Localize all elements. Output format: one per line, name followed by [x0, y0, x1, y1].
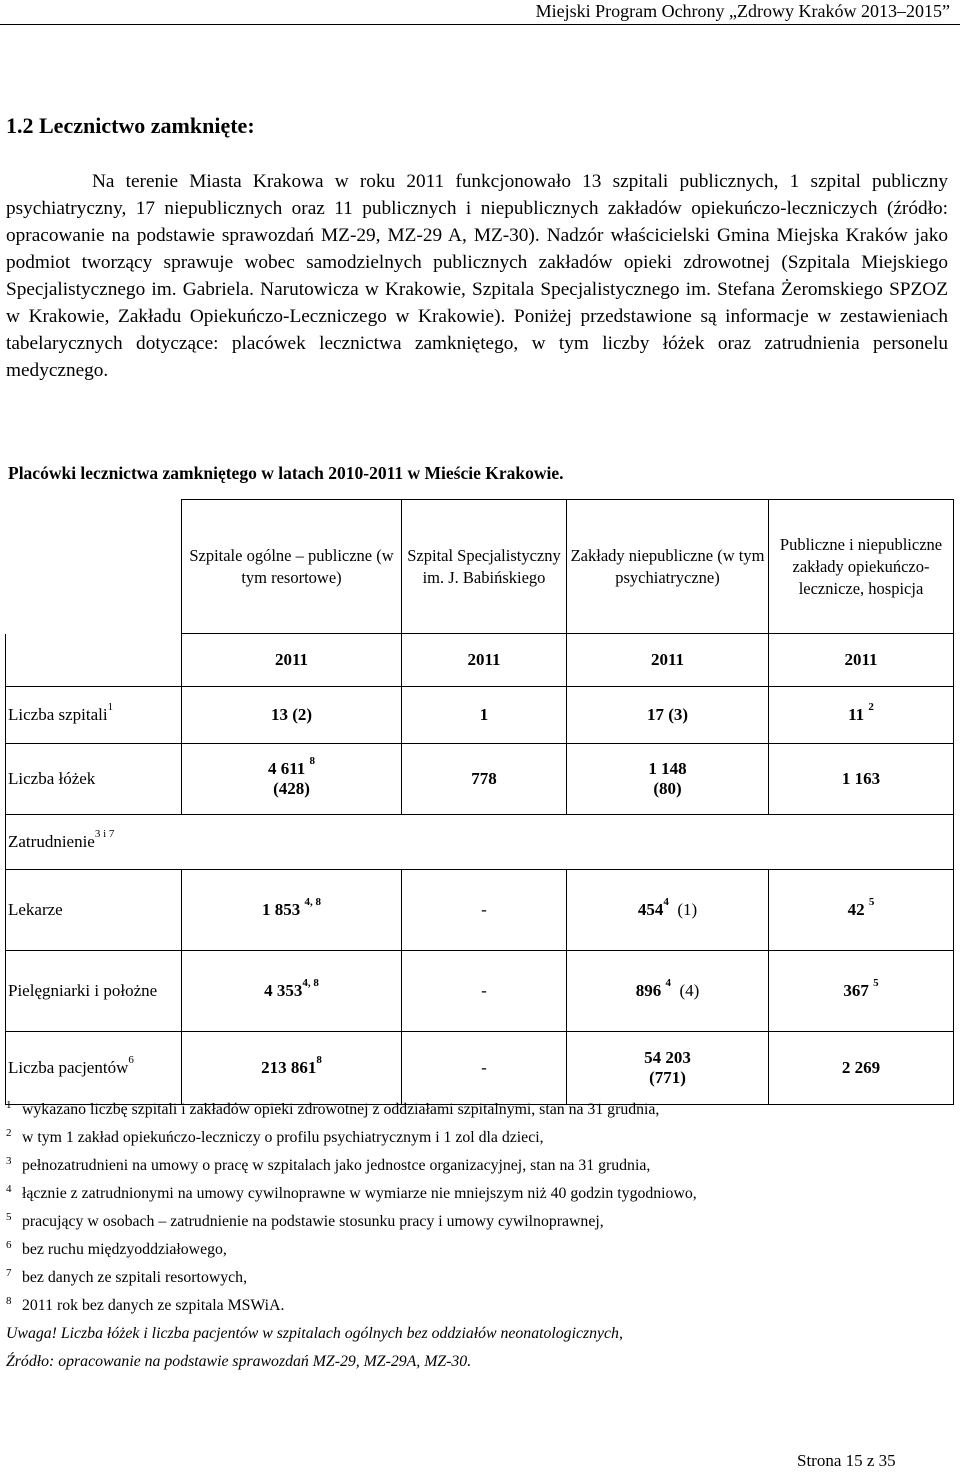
employment-empty-cell: [769, 815, 954, 870]
cell-doctors-general: 1 853 $^{4, 8}$: [182, 870, 402, 951]
footnote: 3 pełnozatrudnieni na umowy o pracę w szpitalach jako jednostce organizacyjnej, stan na 31 grudnia,: [6, 1155, 651, 1174]
table-row-hospitals: [6, 687, 954, 744]
cell-nurses-babinski: -: [402, 951, 567, 1032]
body-paragraph-text: Na terenie Miasta Krakowa w roku 2011 funkcjonowało 13 szpitali publicznych, 1 szpital publiczny psychiatryczny, 17 niepublicznych oraz 11 publicznych i niepublicznych zakładów opiekuńczo-leczniczych (źródło: opracowanie na podstawie sprawozdań MZ-29, MZ-29 A, MZ-30). Nadzór właścicielski Gmina Miejska Kraków jako podmiot tworzący sprawuje wobec samodzielnych publicznych zakładów opieki zdrowotnej (Szpitala Miejskiego Specjalistycznego im. Gabriela. Narutowicza w Krakowie, Szpitala Specjalistycznego im. Stefana Żeromskiego SPZOZ w Krakowie, Zakładu Opiekuńczo-Leczniczego w Krakowie). Poniżej przedstawione są informacje w zestawieniach tabelarycznych dotyczące: placówek lecznictwa zamkniętego, w tym liczby łóżek oraz zatrudnienia personelu medycznego.: [6, 171, 948, 381]
cell-doctors-nonpublic: $454^4$ (1): [567, 870, 769, 951]
year-empty-cell: [6, 634, 182, 687]
cell-nurses-general: 4 353$^{4, 8}$: [182, 951, 402, 1032]
row-label-hospitals: Liczba szpitali$^1$: [6, 687, 182, 744]
year-cell: 2011: [567, 634, 769, 687]
table-title: Placówki lecznictwa zamkniętego w latach 2010-2011 w Mieście Krakowie.: [8, 463, 564, 483]
footnote: 5 pracujący w osobach – zatrudnienie na podstawie stosunku pracy i umowy cywilnoprawnej,: [6, 1211, 604, 1230]
col-header-general-hospitals: Szpitale ogólne – publiczne (w tym resortowe): [182, 500, 402, 634]
row-label-nurses: Pielęgniarki i położne: [6, 951, 182, 1032]
footnote: 2 w tym 1 zakład opiekuńczo-leczniczy o profilu psychiatrycznym i 1 zol dla dzieci,: [6, 1127, 544, 1146]
cell-nurses-nonpublic: 896 $^4$ (4): [567, 951, 769, 1032]
cell-hospitals-care: 11 $^2$: [769, 687, 954, 744]
cell-hospitals-general: 13 (2): [182, 687, 402, 744]
footnote: 6 bez ruchu międzyoddziałowego,: [6, 1239, 227, 1258]
cell-nurses-care: 367 $^5$: [769, 951, 954, 1032]
footnote: 4 łącznie z zatrudnionymi na umowy cywilnoprawne w wymiarze nie mniejszym niż 40 godzin tygodniowo,: [6, 1183, 697, 1202]
footnote: 7 bez danych ze szpitali resortowych,: [6, 1267, 248, 1286]
year-cell: 2011: [769, 634, 954, 687]
cell-beds-care: 1 163: [769, 744, 954, 815]
body-paragraph: [6, 168, 948, 384]
cell-doctors-care: 42 $^5$: [769, 870, 954, 951]
header-empty-cell: [6, 500, 182, 634]
page-number: Strona 15 z 35: [797, 1451, 896, 1470]
source-text: Źródło: opracowanie na podstawie sprawozdań MZ-29, MZ-29A, MZ-30.: [6, 1353, 472, 1370]
table-row-beds: [6, 744, 954, 815]
cell-beds-general: 4 611 $^8$ (428): [182, 744, 402, 815]
footnote: 8 2011 rok bez danych ze szpitala MSWiA.: [6, 1295, 285, 1314]
cell-patients-care: 2 269: [769, 1032, 954, 1105]
cell-beds-babinski: 778: [402, 744, 567, 815]
table-row-employment: [6, 815, 954, 870]
employment-empty-cell: [182, 815, 402, 870]
row-label-employment: Zatrudnienie$^{3 i 7}$: [6, 815, 182, 870]
employment-empty-cell: [402, 815, 567, 870]
year-cell: 2011: [182, 634, 402, 687]
table-row-nurses: [6, 951, 954, 1032]
footnotes: [6, 1096, 946, 1376]
cell-hospitals-babinski: 1: [402, 687, 567, 744]
table-row-doctors: [6, 870, 954, 951]
cell-beds-nonpublic: 1 148 (80): [567, 744, 769, 815]
row-label-patients: Liczba pacjentów$^6$: [6, 1032, 182, 1105]
cell-patients-babinski: -: [402, 1032, 567, 1105]
row-label-beds: Liczba łóżek: [6, 744, 182, 815]
header-title: Miejski Program Ochrony „Zdrowy Kraków 2013–2015”: [535, 1, 950, 21]
cell-patients-nonpublic: 54 203 (771): [567, 1032, 769, 1105]
year-row: [6, 634, 954, 687]
year-cell: 2011: [402, 634, 567, 687]
section-title: 1.2 Lecznictwo zamknięte:: [6, 113, 255, 138]
col-header-nonpublic: Zakłady niepubliczne (w tym psychiatryczne): [567, 500, 769, 634]
table-header-row: [6, 500, 954, 634]
cell-patients-general: 213 $861^8$: [182, 1032, 402, 1105]
cell-hospitals-nonpublic: 17 (3): [567, 687, 769, 744]
note-text: Uwaga! Liczba łóżek i liczba pacjentów w szpitalach ogólnych bez oddziałów neonatologicznych,: [6, 1325, 623, 1342]
row-label-doctors: Lekarze: [6, 870, 182, 951]
table-row-patients: [6, 1032, 954, 1105]
col-header-care-facilities: Publiczne i niepubliczne zakłady opiekuńczo-lecznicze, hospicja: [769, 500, 954, 634]
cell-doctors-babinski: -: [402, 870, 567, 951]
col-header-babinski-hospital: Szpital Specjalistyczny im. J. Babińskiego: [402, 500, 567, 634]
page-header: [0, 0, 960, 25]
employment-empty-cell: [567, 815, 769, 870]
data-table: [5, 499, 954, 1105]
footnote: 1 wykazano liczbę szpitali i zakładów opieki zdrowotnej z oddziałami szpitalnymi, stan na 31 grudnia,: [6, 1099, 660, 1118]
